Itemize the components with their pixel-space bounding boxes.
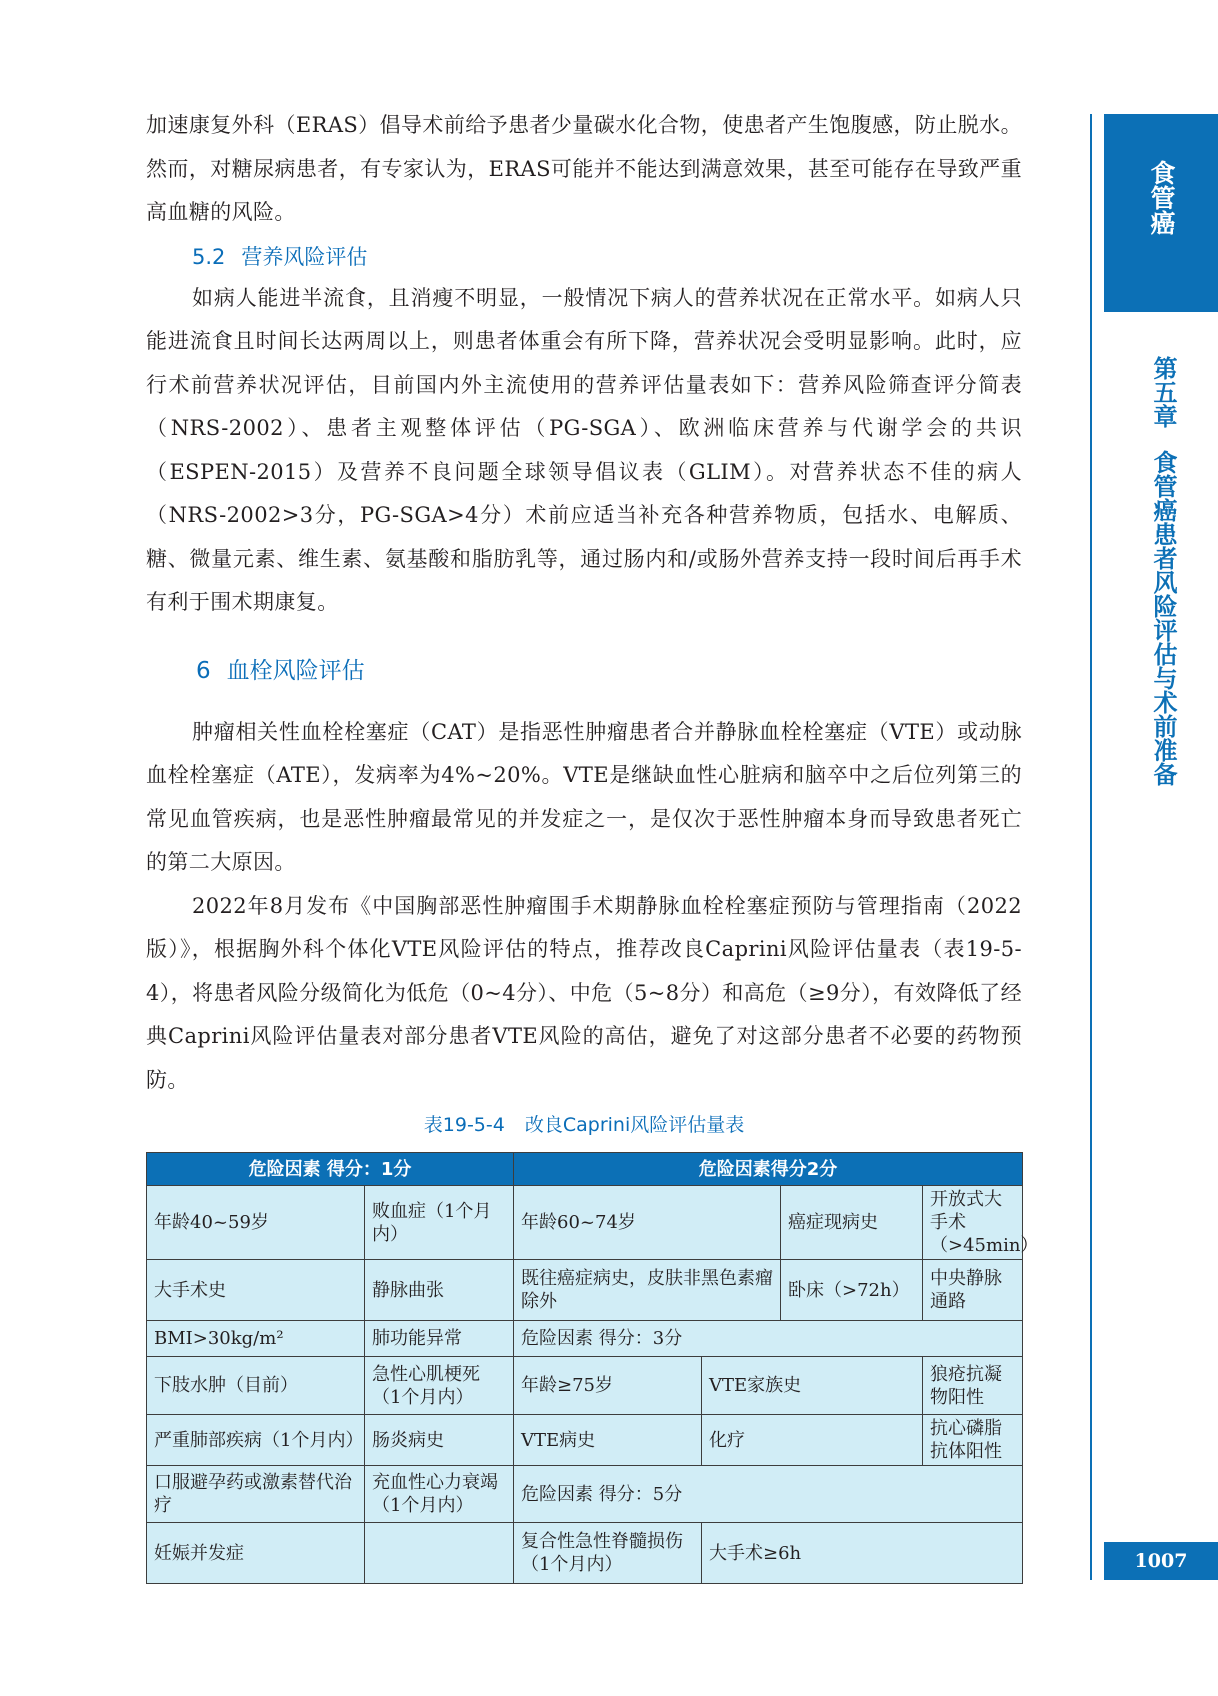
chapter-number: 第五章 [1149,356,1178,428]
table-cell: 肺功能异常 [365,1321,514,1357]
table-cell: 妊娠并发症 [147,1523,365,1584]
paragraph-guideline: 2022年8月发布《中国胸部恶性肿瘤围手术期静脉血栓栓塞症预防与管理指南（2022版）》，根据胸外科个体化VTE风险评估的特点，推荐改良Caprini风险评估量表（表19-5-4），将患者风险分级简化为低危（0~4分）、中危（5~8分）和高危（≥9分），有效降低了经典Caprini风险评估量表对部分患者VTE风险的高估，避免了对这部分患者不必要的药物预防。 [146,893,1022,1092]
paragraph-nutrition: 如病人能进半流食，且消瘦不明显，一般情况下病人的营养状况在正常水平。如病人只能进流食且时间长达两周以上，则患者体重会有所下降，营养状况会受明显影响。此时，应行术前营养状况评估，目前国内外主流使用的营养评估量表如下：营养风险筛查评分简表（NRS-2002）、患者主观整体评估（PG-SGA）、欧洲临床营养与代谢学会的共识（ESPEN-2015）及营养不良问题全球领导倡议表（GLIM）。对营养状态不佳的病人（NRS-2002>3分，PG-SGA>4分）术前应适当补充各种营养物质，包括水、电解质、糖、微量元素、维生素、氨基酸和脂肪乳等，通过肠内和/或肠外营养支持一段时间后再手术有利于围术期康复。 [146,285,1022,614]
table-cell: 抗心磷脂抗体阳性 [923,1415,1023,1466]
table-cell: 大手术≥6h [702,1523,1023,1584]
table-row [147,1415,1023,1466]
table-cell: 口服避孕药或激素替代治疗 [147,1466,365,1523]
table-cell: 中央静脉通路 [923,1260,1023,1321]
table-cell: 年龄40~59岁 [147,1186,365,1260]
table-row [147,1260,1023,1321]
table-row [147,1186,1023,1260]
table-cell: 化疗 [702,1415,923,1466]
section-title: 营养风险评估 [241,244,368,269]
table-cell: VTE家族史 [702,1357,923,1415]
section-number: 5.2 [192,244,226,269]
table-cell: 开放式大手术（>45min） [923,1186,1023,1260]
table-cell: VTE病史 [514,1415,702,1466]
table-row [147,1321,1023,1357]
table-header-row [147,1153,1023,1186]
table-cell: 年龄60~74岁 [514,1186,781,1260]
table-subheader-score-5: 危险因素 得分：5分 [514,1466,1023,1523]
caprini-risk-table [146,1152,1039,1584]
table-cell: 严重肺部疾病（1个月内） [147,1415,365,1466]
section-heading-6 [196,651,1022,691]
table-cell: 肠炎病史 [365,1415,514,1466]
table-cell: 癌症现病史 [781,1186,923,1260]
page-content [146,104,1039,1584]
table-caption [146,1112,1022,1138]
table-cell: 大手术史 [147,1260,365,1321]
section-title: 血栓风险评估 [226,657,365,684]
table-cell [365,1523,514,1584]
table-row [147,1357,1023,1415]
table-cell: BMI>30kg/m² [147,1321,365,1357]
header-score-1: 危险因素 得分：1分 [147,1153,514,1186]
section-number: 6 [196,657,211,684]
paragraph-eras: 加速康复外科（ERAS）倡导术前给予患者少量碳水化合物，使患者产生饱腹感，防止脱水。然而，对糖尿病患者，有专家认为，ERAS可能并不能达到满意效果，甚至可能存在导致严重高血糖的风险。 [146,113,1022,224]
table-number: 表19-5-4 [423,1114,505,1136]
table-cell: 下肢水肿（目前） [147,1357,365,1415]
table-cell: 狼疮抗凝物阳性 [923,1357,1023,1415]
paragraph-cat: 肿瘤相关性血栓栓塞症（CAT）是指恶性肿瘤患者合并静脉血栓栓塞症（VTE）或动脉血栓栓塞症（ATE），发病率为4%~20%。VTE是继缺血性心脏病和脑卒中之后位列第三的常见血管疾病，也是恶性肿瘤最常见的并发症之一，是仅次于恶性肿瘤本身而导致患者死亡的第二大原因。 [146,719,1022,874]
sidebar-rule [1090,114,1092,1580]
table-cell: 卧床（>72h） [781,1260,923,1321]
table-row [147,1466,1023,1523]
page-number: 1007 [1104,1542,1218,1580]
header-score-2: 危险因素得分2分 [514,1153,1023,1186]
table-cell: 充血性心力衰竭（1个月内） [365,1466,514,1523]
table-subheader-score-3: 危险因素 得分：3分 [514,1321,1023,1357]
table-cell: 败血症（1个月内） [365,1186,514,1260]
table-cell: 既往癌症病史，皮肤非黑色素瘤除外 [514,1260,781,1321]
table-cell: 年龄≥75岁 [514,1357,702,1415]
table-cell: 静脉曲张 [365,1260,514,1321]
sidebar-chapter [1132,356,1192,786]
sidebar-tab-label: 食管癌 [1147,160,1176,235]
section-heading-5-2 [192,237,1022,277]
table-cell: 急性心肌梗死（1个月内） [365,1357,514,1415]
table-title: 改良Caprini风险评估量表 [524,1114,745,1136]
table-cell: 复合性急性脊髓损伤（1个月内） [514,1523,702,1584]
table-row [147,1523,1023,1584]
chapter-title: 食管癌患者风险评估与术前准备 [1149,450,1178,786]
